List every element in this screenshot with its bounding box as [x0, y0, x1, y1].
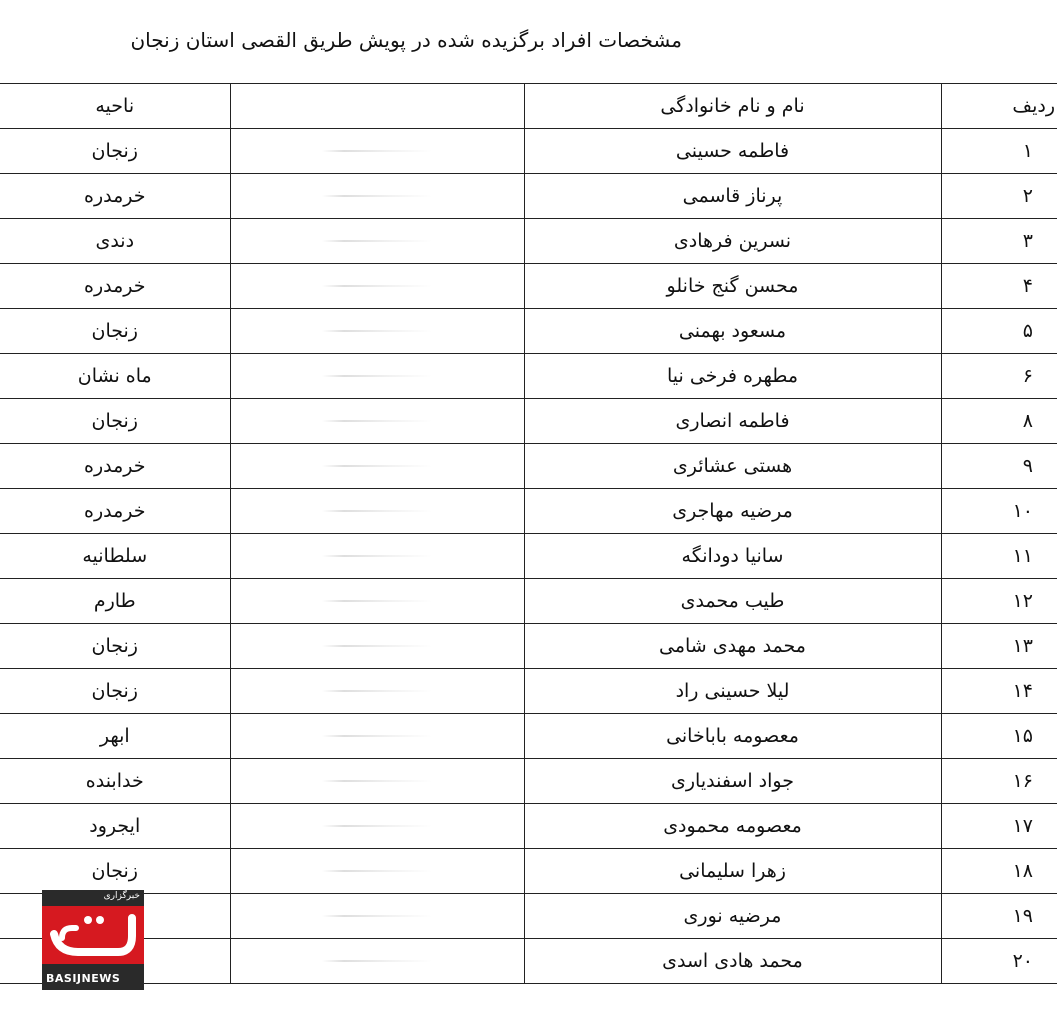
- cell-redacted: [230, 849, 524, 894]
- cell-redacted: [230, 264, 524, 309]
- redaction-smudge: [322, 870, 432, 872]
- redaction-smudge: [322, 645, 432, 647]
- table-row: [0, 129, 1057, 174]
- redaction-smudge: [322, 690, 432, 692]
- cell-full-name: جواد اسفندیاری: [524, 759, 941, 804]
- cell-region: ماه نشان: [0, 354, 230, 399]
- cell-region: دندی: [0, 219, 230, 264]
- header-redacted-column: [230, 84, 524, 129]
- cell-row-number: ۹: [941, 444, 1057, 489]
- cell-redacted: [230, 624, 524, 669]
- cell-full-name: مرضیه نوری: [524, 894, 941, 939]
- cell-redacted: [230, 129, 524, 174]
- watermark-agency-text: خبرگزاری: [103, 891, 140, 901]
- basij-news-watermark: [42, 890, 144, 990]
- cell-full-name: محمد مهدی شامی: [524, 624, 941, 669]
- cell-full-name: معصومه محمودی: [524, 804, 941, 849]
- cell-full-name: زهرا سلیمانی: [524, 849, 941, 894]
- table-row: [0, 219, 1057, 264]
- redaction-smudge: [322, 825, 432, 827]
- cell-region: ایجرود: [0, 804, 230, 849]
- cell-full-name: هستی عشائری: [524, 444, 941, 489]
- cell-redacted: [230, 309, 524, 354]
- cell-full-name: پرناز قاسمی: [524, 174, 941, 219]
- table-row: [0, 624, 1057, 669]
- cell-full-name: محمد هادی اسدی: [524, 939, 941, 984]
- table-row: [0, 714, 1057, 759]
- header-region: ناحیه: [0, 84, 230, 129]
- cell-row-number: ۶: [941, 354, 1057, 399]
- watermark-top-bar: [42, 890, 144, 906]
- cell-region: خرمدره: [0, 174, 230, 219]
- table-row: [0, 534, 1057, 579]
- table-row: [0, 669, 1057, 714]
- table-row: [0, 264, 1057, 309]
- cell-row-number: ۱۶: [941, 759, 1057, 804]
- cell-full-name: فاطمه انصاری: [524, 399, 941, 444]
- redaction-smudge: [322, 330, 432, 332]
- cell-redacted: [230, 579, 524, 624]
- table-row: [0, 309, 1057, 354]
- document-title: مشخصات افراد برگزیده شده در پویش طریق القصی استان زنجان: [130, 28, 682, 52]
- table-row: [0, 894, 1057, 939]
- cell-redacted: [230, 759, 524, 804]
- cell-region: زنجان: [0, 669, 230, 714]
- cell-row-number: ۱۵: [941, 714, 1057, 759]
- cell-redacted: [230, 894, 524, 939]
- basij-logo-icon: [48, 908, 138, 960]
- cell-region: خدابنده: [0, 759, 230, 804]
- cell-full-name: مطهره فرخی نیا: [524, 354, 941, 399]
- cell-row-number: ۱۳: [941, 624, 1057, 669]
- cell-full-name: محسن گنج خانلو: [524, 264, 941, 309]
- watermark-brand-text: BASIJNEWS: [46, 972, 121, 985]
- cell-full-name: مرضیه مهاجری: [524, 489, 941, 534]
- cell-region: خرمدره: [0, 264, 230, 309]
- cell-region: سلطانیه: [0, 534, 230, 579]
- cell-full-name: مسعود بهمنی: [524, 309, 941, 354]
- cell-redacted: [230, 444, 524, 489]
- cell-row-number: ۱: [941, 129, 1057, 174]
- table-row: [0, 939, 1057, 984]
- watermark-bottom-bar: [42, 964, 144, 990]
- cell-row-number: ۸: [941, 399, 1057, 444]
- cell-full-name: معصومه باباخانی: [524, 714, 941, 759]
- redaction-smudge: [322, 600, 432, 602]
- redaction-smudge: [322, 240, 432, 242]
- cell-row-number: ۱۴: [941, 669, 1057, 714]
- table-header-row: [0, 84, 1057, 129]
- redaction-smudge: [322, 780, 432, 782]
- cell-region: زنجان: [0, 309, 230, 354]
- cell-region: طارم: [0, 579, 230, 624]
- cell-redacted: [230, 804, 524, 849]
- cell-row-number: ۱۹: [941, 894, 1057, 939]
- cell-region: زنجان: [0, 399, 230, 444]
- table-row: [0, 489, 1057, 534]
- cell-row-number: ۲: [941, 174, 1057, 219]
- table-row: [0, 804, 1057, 849]
- cell-region: زنجان: [0, 129, 230, 174]
- cell-redacted: [230, 399, 524, 444]
- cell-row-number: ۲۰: [941, 939, 1057, 984]
- redaction-smudge: [322, 555, 432, 557]
- redaction-smudge: [322, 735, 432, 737]
- table-row: [0, 444, 1057, 489]
- redaction-smudge: [322, 510, 432, 512]
- table-row: [0, 354, 1057, 399]
- cell-row-number: ۴: [941, 264, 1057, 309]
- redaction-smudge: [322, 915, 432, 917]
- redaction-smudge: [322, 465, 432, 467]
- redaction-smudge: [322, 150, 432, 152]
- selected-people-table: [0, 83, 1057, 984]
- cell-region: خرمدره: [0, 489, 230, 534]
- table-row: [0, 759, 1057, 804]
- cell-row-number: ۱۲: [941, 579, 1057, 624]
- cell-row-number: ۱۰: [941, 489, 1057, 534]
- cell-full-name: فاطمه حسینی: [524, 129, 941, 174]
- cell-redacted: [230, 669, 524, 714]
- cell-row-number: ۱۸: [941, 849, 1057, 894]
- cell-full-name: سانیا دودانگه: [524, 534, 941, 579]
- table-row: [0, 174, 1057, 219]
- redaction-smudge: [322, 960, 432, 962]
- redaction-smudge: [322, 195, 432, 197]
- cell-row-number: ۳: [941, 219, 1057, 264]
- table-body: [0, 129, 1057, 984]
- cell-redacted: [230, 534, 524, 579]
- header-full-name: نام و نام خانوادگی: [524, 84, 941, 129]
- cell-row-number: ۵: [941, 309, 1057, 354]
- cell-redacted: [230, 219, 524, 264]
- table-row: [0, 579, 1057, 624]
- cell-region: زنجان: [0, 624, 230, 669]
- table-row: [0, 849, 1057, 894]
- cell-row-number: ۱۷: [941, 804, 1057, 849]
- cell-full-name: لیلا حسینی راد: [524, 669, 941, 714]
- cell-redacted: [230, 489, 524, 534]
- table-row: [0, 399, 1057, 444]
- cell-redacted: [230, 714, 524, 759]
- cell-full-name: طیب محمدی: [524, 579, 941, 624]
- cell-region: خرمدره: [0, 444, 230, 489]
- redaction-smudge: [322, 285, 432, 287]
- cell-redacted: [230, 354, 524, 399]
- redaction-smudge: [322, 375, 432, 377]
- header-row-number: ردیف: [941, 84, 1057, 129]
- cell-full-name: نسرین فرهادی: [524, 219, 941, 264]
- cell-row-number: ۱۱: [941, 534, 1057, 579]
- cell-region: ابهر: [0, 714, 230, 759]
- cell-redacted: [230, 939, 524, 984]
- redaction-smudge: [322, 420, 432, 422]
- cell-region: زنجان: [0, 849, 230, 894]
- cell-redacted: [230, 174, 524, 219]
